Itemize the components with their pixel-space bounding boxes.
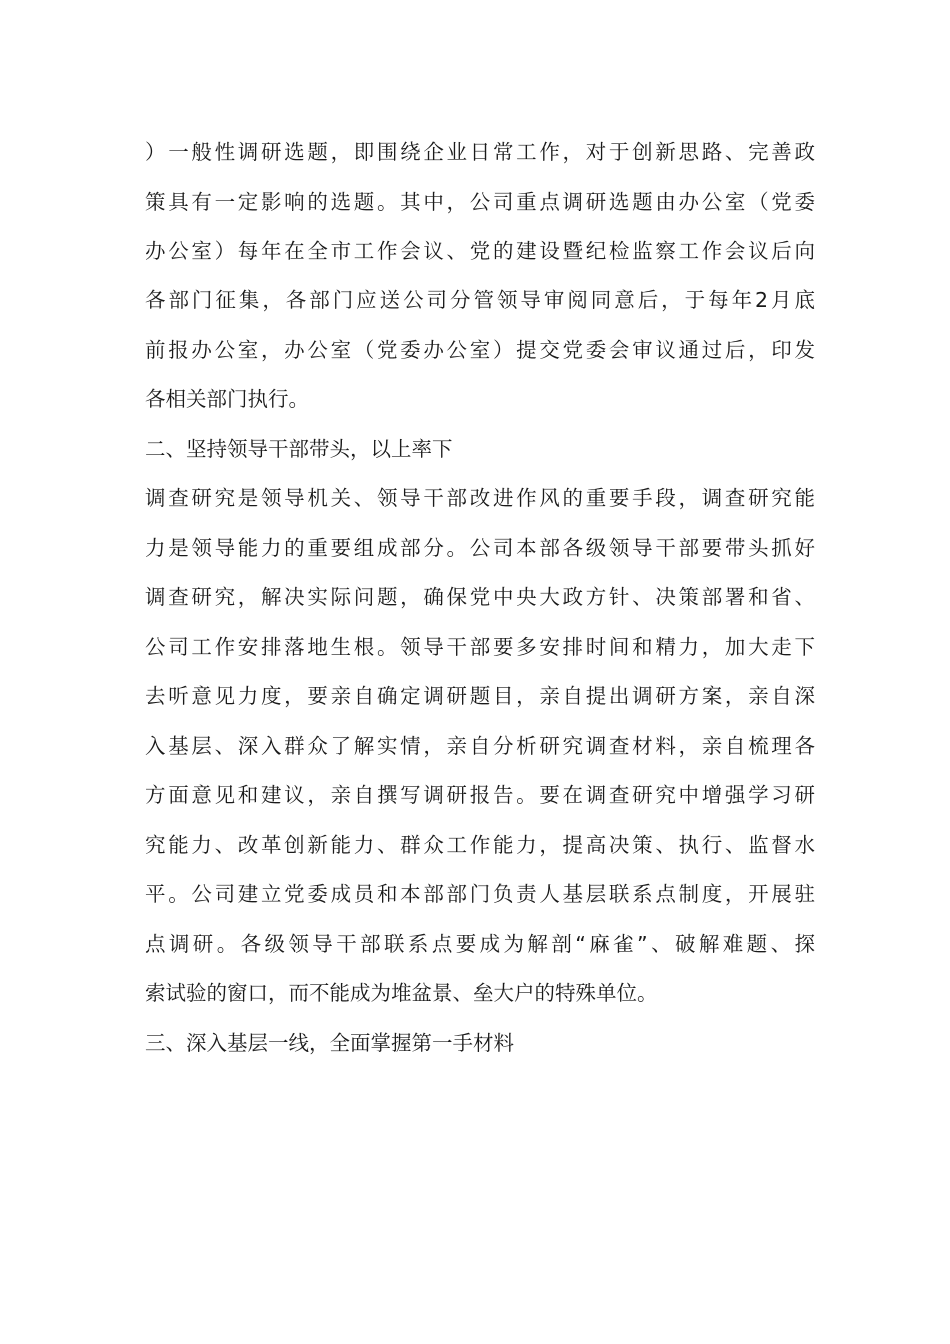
section-heading: 三、深入基层一线，全面掌握第一手材料 — [145, 1031, 514, 1055]
paragraph-line: 点调研。各级领导干部联系点要成为解剖“麻雀”、破解难题、探 — [145, 932, 815, 956]
paragraph-line: 究能力、改革创新能力、群众工作能力，提高决策、执行、监督水 — [145, 833, 815, 857]
paragraph-line: 前报办公室，办公室（党委办公室）提交党委会审议通过后，印发 — [145, 338, 815, 362]
paragraph-line: 力是领导能力的重要组成部分。公司本部各级领导干部要带头抓好 — [145, 536, 815, 560]
paragraph-line: 公司工作安排落地生根。领导干部要多安排时间和精力，加大走下 — [145, 635, 815, 659]
paragraph-line: 索试验的窗口，而不能成为堆盆景、垒大户的特殊单位。 — [145, 981, 658, 1005]
paragraph-line: 去听意见力度，要亲自确定调研题目，亲自提出调研方案，亲自深 — [145, 684, 815, 708]
paragraph-line: 各相关部门执行。 — [145, 387, 309, 411]
paragraph-line: 调查研究，解决实际问题，确保党中央大政方针、决策部署和省、 — [145, 585, 815, 609]
section-heading: 二、坚持领导干部带头，以上率下 — [145, 437, 453, 461]
paragraph-line: 调查研究是领导机关、领导干部改进作风的重要手段，调查研究能 — [145, 486, 815, 510]
paragraph-line: 平。公司建立党委成员和本部部门负责人基层联系点制度，开展驻 — [145, 882, 815, 906]
paragraph-line: ）一般性调研选题，即围绕企业日常工作，对于创新思路、完善政 — [145, 140, 815, 164]
paragraph-line: 策具有一定影响的选题。其中，公司重点调研选题由办公室（党委 — [145, 190, 815, 214]
paragraph-line: 入基层、深入群众了解实情，亲自分析研究调查材料，亲自梳理各 — [145, 734, 815, 758]
paragraph-line: 各部门征集，各部门应送公司分管领导审阅同意后，于每年2月底 — [145, 288, 815, 312]
paragraph-line: 办公室）每年在全市工作会议、党的建设暨纪检监察工作会议后向 — [145, 239, 815, 263]
paragraph-line: 方面意见和建议，亲自撰写调研报告。要在调查研究中增强学习研 — [145, 783, 815, 807]
